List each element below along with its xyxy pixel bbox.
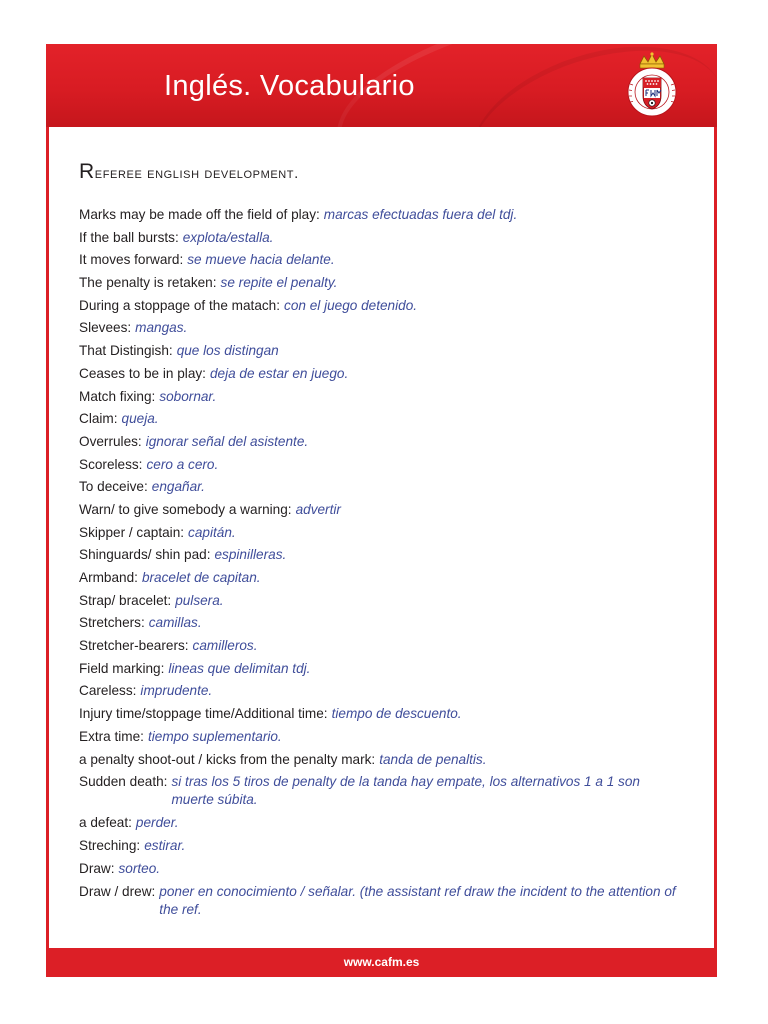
vocab-term: Streching: bbox=[79, 838, 141, 854]
vocab-term: Careless: bbox=[79, 683, 137, 699]
vocab-translation: explota/estalla. bbox=[182, 229, 274, 245]
vocab-translation: perder. bbox=[135, 815, 179, 831]
vocab-translation: estirar. bbox=[144, 838, 186, 854]
list-item bbox=[79, 342, 684, 365]
vocab-term: Shinguards/ shin pad: bbox=[79, 547, 211, 563]
vocab-translation: ignorar señal del asistente. bbox=[145, 433, 309, 449]
list-item bbox=[79, 297, 684, 320]
vocab-translation: sobornar. bbox=[159, 388, 217, 404]
vocab-term: That Distingish: bbox=[79, 343, 173, 359]
vocab-translation: advertir bbox=[295, 501, 341, 517]
vocab-translation: si tras los 5 tiros de penalty de la tanda hay empate, los alternativos 1 a 1 son muerte súbita. bbox=[171, 774, 640, 808]
vocab-translation: camillas. bbox=[148, 615, 202, 631]
vocab-translation: se repite el penalty. bbox=[220, 275, 338, 291]
vocab-term: If the ball bursts: bbox=[79, 229, 179, 245]
vocab-translation: poner en conocimiento / señalar. (the assistant ref draw the incident to the attention of the ref. bbox=[159, 883, 676, 917]
vocab-term: a defeat: bbox=[79, 815, 132, 831]
vocab-translation: deja de estar en juego. bbox=[209, 365, 349, 381]
list-item bbox=[79, 206, 684, 229]
vocab-term: Claim: bbox=[79, 411, 118, 427]
vocab-translation: engañar. bbox=[151, 479, 205, 495]
section-title-initial: R bbox=[79, 160, 95, 183]
vocab-term: Sudden death: bbox=[79, 774, 168, 790]
vocab-translation: que los distingan bbox=[176, 343, 279, 359]
list-item bbox=[79, 637, 684, 660]
list-item bbox=[79, 569, 684, 592]
vocab-translation: espinilleras. bbox=[214, 547, 287, 563]
vocab-term: Draw / drew: bbox=[79, 883, 156, 899]
vocab-term: Armband: bbox=[79, 570, 138, 585]
list-item bbox=[79, 478, 684, 501]
vocab-term: Warn/ to give somebody a warning: bbox=[79, 501, 292, 517]
list-item bbox=[79, 251, 684, 274]
list-item bbox=[79, 524, 684, 547]
page-title: Inglés. Vocabulario bbox=[164, 70, 415, 102]
vocab-term: Extra time: bbox=[79, 728, 144, 744]
list-item bbox=[79, 546, 684, 569]
vocab-term: Field marking: bbox=[79, 660, 165, 676]
vocab-term: Draw: bbox=[79, 860, 115, 876]
vocab-translation: con el juego detenido. bbox=[284, 297, 418, 313]
vocab-term: Overrules: bbox=[79, 433, 142, 449]
vocab-term: Stretchers: bbox=[79, 615, 145, 631]
vocab-term: Ceases to be in play: bbox=[79, 365, 206, 381]
vocab-translation: capitán. bbox=[188, 524, 236, 540]
list-item bbox=[79, 728, 684, 751]
vocab-term: Injury time/stoppage time/Additional time: bbox=[79, 706, 328, 722]
list-item bbox=[79, 319, 684, 342]
vocab-term: Strap/ bracelet: bbox=[79, 592, 172, 608]
vocab-term: Marks may be made off the field of play: bbox=[79, 207, 320, 222]
vocab-translation: sorteo. bbox=[118, 860, 161, 876]
vocab-translation: marcas efectuadas fuera del tdj. bbox=[323, 207, 518, 222]
vocab-term: Skipper / captain: bbox=[79, 524, 185, 540]
vocab-translation: tiempo de descuento. bbox=[331, 706, 462, 722]
list-item bbox=[79, 274, 684, 297]
vocab-term: a penalty shoot-out / kicks from the penalty mark: bbox=[79, 751, 376, 767]
list-item bbox=[79, 682, 684, 705]
list-item bbox=[79, 614, 684, 637]
vocab-translation: se mueve hacia delante. bbox=[187, 252, 335, 268]
list-item bbox=[79, 456, 684, 479]
list-item bbox=[79, 229, 684, 252]
list-item bbox=[79, 837, 684, 860]
vocabulary-list bbox=[79, 206, 684, 924]
vocab-term: To deceive: bbox=[79, 479, 148, 495]
list-item bbox=[79, 501, 684, 524]
list-item bbox=[79, 773, 684, 814]
header-banner bbox=[46, 44, 717, 127]
vocab-term: Match fixing: bbox=[79, 388, 156, 404]
vocab-translation: pulsera. bbox=[175, 592, 224, 608]
vocab-term: Stretcher-bearers: bbox=[79, 638, 189, 654]
vocab-translation: queja. bbox=[121, 411, 159, 427]
list-item bbox=[79, 388, 684, 411]
vocab-translation: tanda de penaltis. bbox=[379, 751, 487, 767]
vocab-term: Scoreless: bbox=[79, 456, 143, 472]
footer-url[interactable]: www.cafm.es bbox=[343, 955, 420, 969]
vocab-translation: imprudente. bbox=[140, 683, 213, 699]
vocab-translation: mangas. bbox=[135, 320, 188, 336]
list-item bbox=[79, 365, 684, 388]
vocab-translation: camilleros. bbox=[192, 638, 258, 654]
list-item bbox=[79, 751, 684, 774]
list-item bbox=[79, 592, 684, 615]
list-item bbox=[79, 883, 684, 924]
section-title bbox=[79, 160, 299, 184]
vocab-translation: tiempo suplementario. bbox=[147, 728, 282, 744]
vocab-translation: cero a cero. bbox=[146, 456, 219, 472]
vocab-term: Slevees: bbox=[79, 320, 132, 336]
section-title-rest: eferee english development. bbox=[94, 165, 299, 182]
list-item bbox=[79, 814, 684, 837]
vocab-translation: lineas que delimitan tdj. bbox=[168, 660, 311, 676]
cafm-crest-logo bbox=[616, 50, 688, 122]
list-item bbox=[79, 433, 684, 456]
list-item bbox=[79, 410, 684, 433]
list-item bbox=[79, 860, 684, 883]
vocab-term: During a stoppage of the matach: bbox=[79, 297, 281, 313]
vocab-term: It moves forward: bbox=[79, 252, 184, 268]
list-item bbox=[79, 705, 684, 728]
vocab-term: The penalty is retaken: bbox=[79, 275, 217, 291]
vocab-translation: bracelet de capitan. bbox=[141, 570, 261, 585]
list-item bbox=[79, 660, 684, 683]
